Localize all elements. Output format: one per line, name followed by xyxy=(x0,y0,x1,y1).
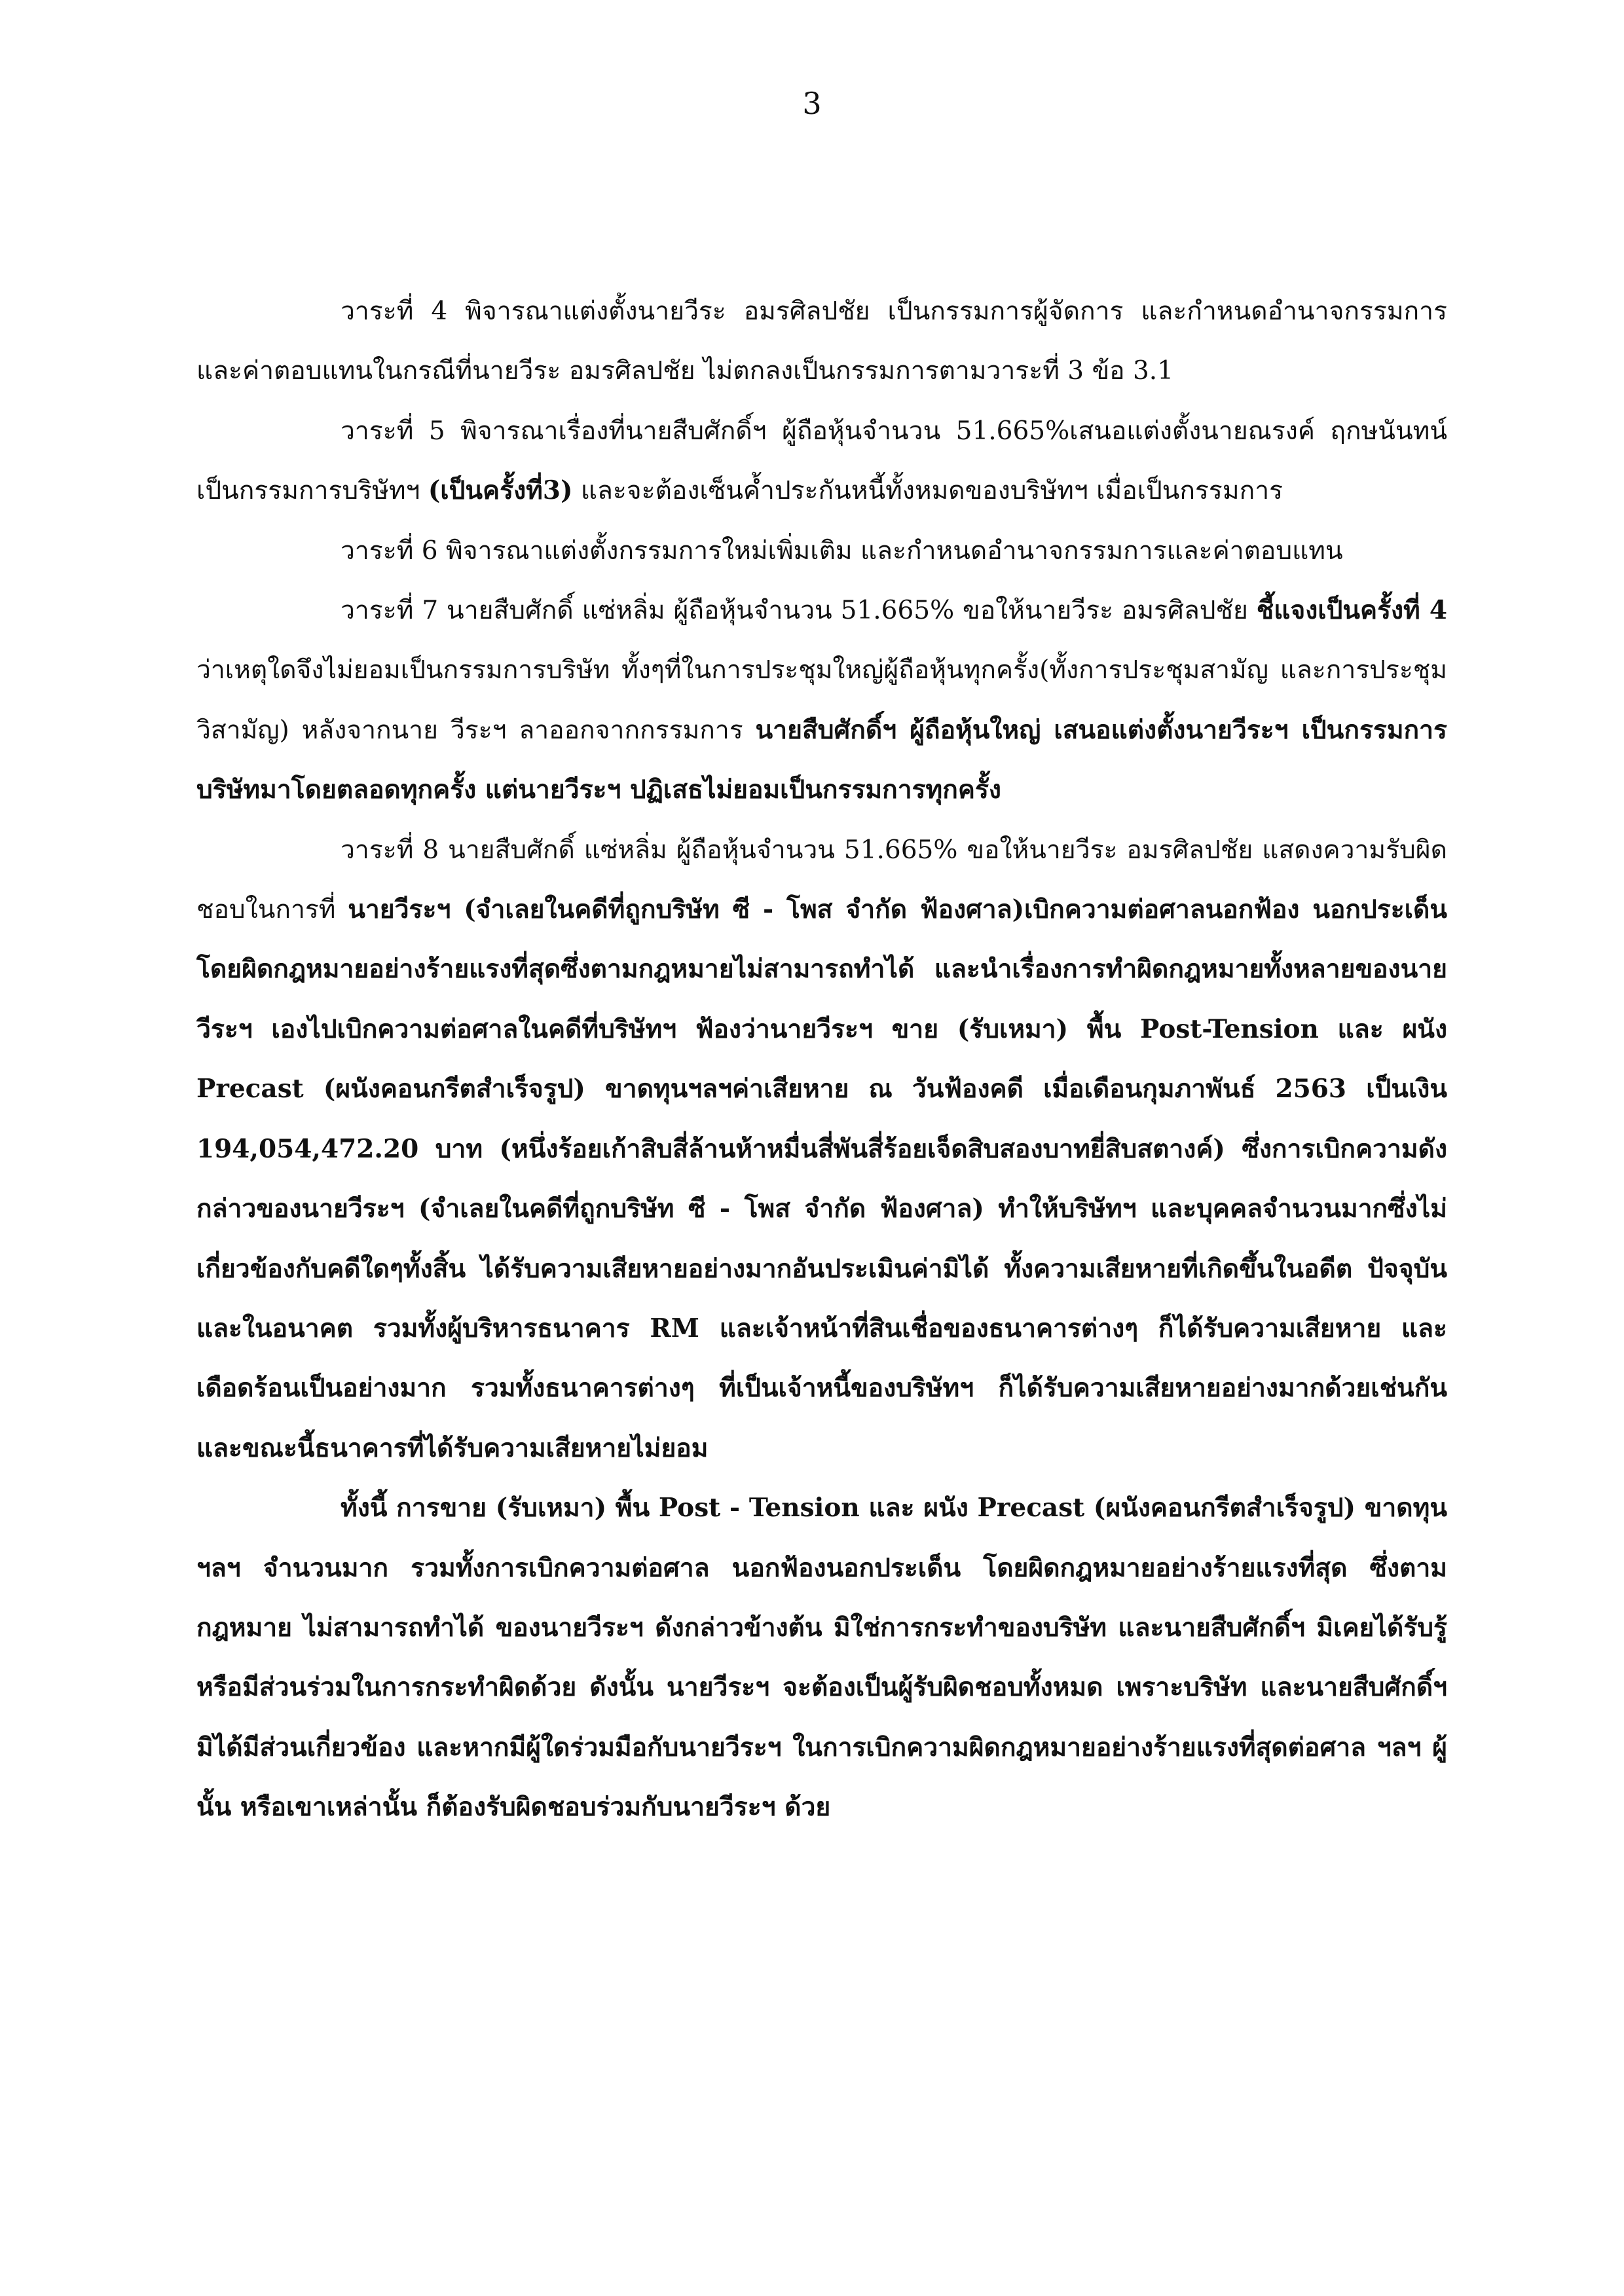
agenda-item-5 xyxy=(196,401,1447,521)
agenda-item-5-text: วาระที่ 5 พิจารณาเรื่องที่นายสืบศักดิ์ฯ ผู้ถือหุ้นจำนวน 51.665%เสนอแต่งตั้งนายณรงค์ ฤกษนันทน์ เป็นกรรมการบริษัทฯ xyxy=(196,416,1447,506)
agenda-item-4 xyxy=(196,282,1447,401)
agenda-item-7-bold-2: นายสืบศักดิ์ฯ ผู้ถือหุ้นใหญ่ เสนอแต่งตั้งนายวีระฯ เป็นกรรมการบริษัทมาโดยตลอดทุกครั้ง แต่นายวีระฯ ปฏิเสธไม่ยอมเป็นกรรมการทุกครั้ง xyxy=(196,714,1448,805)
agenda-item-8-text: วาระที่ 8 นายสืบศักดิ์ แซ่หลิ่ม ผู้ถือหุ้นจำนวน 51.665% ขอให้นายวีระ อมรศิลปชัย แสดงความรับผิดชอบในการที่ xyxy=(196,835,1447,925)
agenda-item-7-text: วาระที่ 7 นายสืบศักดิ์ แซ่หลิ่ม ผู้ถือหุ้นจำนวน 51.665% ขอให้นายวีระ อมรศิลปชัย xyxy=(341,596,1257,626)
closing-paragraph-text: ทั้งนี้ การขาย (รับเหมา) พื้น Post - Tension และ ผนัง Precast (ผนังคอนกรีตสำเร็จรูป) ขาดทุน ฯลฯ จำนวนมาก รวมทั้งการเบิกความต่อศาล นอกฟ้องนอกประเด็น โดยผิดกฎหมายอย่างร้ายแรงที่สุด ซึ่งตามกฎหมาย ไม่สามารถทำได้ ของนายวีระฯ ดังกล่าวข้างต้น มิใช่การกระทำของบริษัท และนายสืบศักดิ์ฯ มิเคยได้รับรู้ หรือมีส่วนร่วมในการกระทำผิดด้วย ดังนั้น นายวีระฯ จะต้องเป็นผู้รับผิดชอบทั้งหมด เพราะบริษัท และนายสืบศักดิ์ฯ มิได้มีส่วนเกี่ยวข้อง และหากมีผู้ใดร่วมมือกับนายวีระฯ ในการเบิกความผิดกฎหมายอย่างร้ายแรงที่สุดต่อศาล ฯลฯ ผู้นั้น หรือเขาเหล่านั้น ก็ต้องรับผิดชอบร่วมกับนายวีระฯ ด้วย xyxy=(196,1493,1447,1823)
agenda-item-8 xyxy=(196,820,1447,1478)
agenda-item-7-bold-1: ชี้แจงเป็นครั้งที่ 4 xyxy=(1256,595,1448,626)
agenda-item-5-text-end: และจะต้องเซ็นค้ำประกันหนี้ทั้งหมดของบริษัทฯ เมื่อเป็นกรรมการ xyxy=(572,476,1283,506)
closing-paragraph xyxy=(196,1478,1447,1837)
agenda-item-6-text: วาระที่ 6 พิจารณาแต่งตั้งกรรมการใหม่เพิ่มเติม และกำหนดอำนาจกรรมการและค่าตอบแทน xyxy=(341,536,1343,566)
agenda-item-8-bold: นายวีระฯ (จำเลยในคดีที่ถูกบริษัท ซี - โพส จำกัด ฟ้องศาล)เบิกความต่อศาลนอกฟ้อง นอกประเด็นโดยผิดกฎหมายอย่างร้ายแรงที่สุดซึ่งตามกฎหมายไม่สามารถทำได้ และนำเรื่องการทำผิดกฎหมายทั้งหลายของนายวีระฯ เองไปเบิกความต่อศาลในคดีที่บริษัทฯ ฟ้องว่านายวีระฯ ขาย (รับเหมา) พื้น Post-Tension และ ผนัง Precast (ผนังคอนกรีตสำเร็จรูป) ขาดทุนฯลฯค่าเสียหาย ณ วันฟ้องคดี เมื่อเดือนกุมภาพันธ์ 2563 เป็นเงิน 194,054,472.20 บาท (หนึ่งร้อยเก้าสิบสี่ล้านห้าหมื่นสี่พันสี่ร้อยเจ็ดสิบสองบาทยี่สิบสตางค์) ซึ่งการเบิกความดังกล่าวของนายวีระฯ (จำเลยในคดีที่ถูกบริษัท ซี - โพส จำกัด ฟ้องศาล) ทำให้บริษัทฯ และบุคคลจำนวนมากซึ่งไม่เกี่ยวข้องกับคดีใดๆทั้งสิ้น ได้รับความเสียหายอย่างมากอันประเมินค่ามิได้ ทั้งความเสียหายที่เกิดขึ้นในอดีต ปัจจุบันและในอนาคต รวมทั้งผู้บริหารธนาคาร RM และเจ้าหน้าที่สินเชื่อของธนาคารต่างๆ ก็ได้รับความเสียหาย และเดือดร้อนเป็นอย่างมาก รวมทั้งธนาคารต่างๆ ที่เป็นเจ้าหนี้ของบริษัทฯ ก็ได้รับความเสียหายอย่างมากด้วยเช่นกัน และขณะนี้ธนาคารที่ได้รับความเสียหายไม่ยอม xyxy=(196,894,1447,1463)
document-body xyxy=(196,282,1447,1838)
agenda-item-7 xyxy=(196,581,1447,820)
agenda-item-4-text: วาระที่ 4 พิจารณาแต่งตั้งนายวีระ อมรศิลปชัย เป็นกรรมการผู้จัดการ และกำหนดอำนาจกรรมการ และค่าตอบแทนในกรณีที่นายวีระ อมรศิลปชัย ไม่ตกลงเป็นกรรมการตามวาระที่ 3 ข้อ 3.1 xyxy=(196,297,1447,386)
agenda-item-6 xyxy=(196,521,1447,581)
agenda-item-7-text-middle: ว่าเหตุใดจึงไม่ยอมเป็นกรรมการบริษัท ทั้งๆที่ในการประชุมใหญ่ผู้ถือหุ้นทุกครั้ง(ทั้งการประชุมสามัญ และการประชุมวิสามัญ) หลังจากนาย วีระฯ ลาออกจากกรรมการ xyxy=(196,655,1447,745)
page-number: 3 xyxy=(802,86,822,121)
agenda-item-5-bold: (เป็นครั้งที่3) xyxy=(428,475,573,506)
